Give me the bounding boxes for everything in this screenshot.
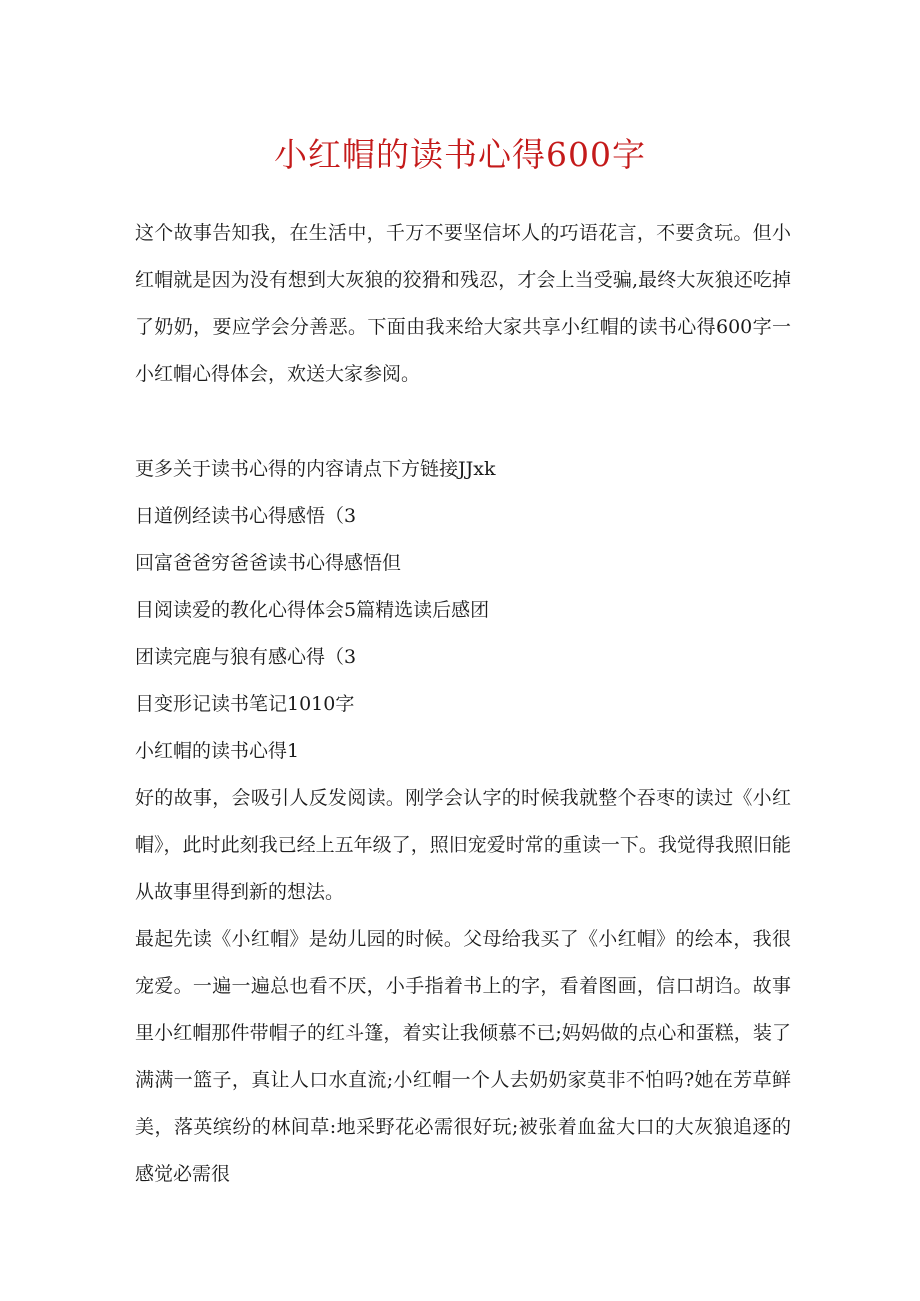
section-heading: 小红帽的读书心得1 — [135, 740, 300, 762]
related-links-heading: 更多关于读书心得的内容请点下方链接JJxk — [135, 458, 496, 480]
related-link[interactable]: 目阅读爱的教化心得体会5篇精选读后感团 — [135, 599, 490, 621]
related-link[interactable]: 回富爸爸穷爸爸读书心得感悟但 — [135, 552, 402, 574]
related-link[interactable]: 日道例经读书心得感悟（3 — [135, 505, 357, 527]
intro-paragraph: 这个故事告知我，在生活中，千万不要坚信坏人的巧语花言，不要贪玩。但小红帽就是因为没有想到大灰狼的狡猾和残忍，才会上当受骗,最终大灰狼还吃掉了奶奶，要应学会分善恶。下面由我来给大家共享小红帽的读书心得600字一小红帽心得体会，欢送大家参阅。 — [135, 222, 791, 385]
body-paragraph: 最起先读《小红帽》是幼儿园的时候。父母给我买了《小红帽》的绘本，我很宠爱。一遍一遍总也看不厌，小手指着书上的字，看着图画，信口胡诌。故事里小红帽那件带帽子的红斗篷，着实让我倾慕不已;妈妈做的点心和蛋糕，装了满满一篮子，真让人口水直流;小红帽一个人去奶奶家莫非不怕吗?她在芳草鲜美，落英缤纷的林间草:地采野花必需很好玩;被张着血盆大口的大灰狼追逐的感觉必需很 — [135, 928, 791, 1185]
related-links-list — [135, 446, 791, 728]
related-link[interactable]: 目变形记读书笔记1010字 — [135, 693, 355, 715]
document-title: 小红帽的读书心得600字 — [274, 135, 646, 174]
document-body — [135, 210, 791, 1198]
related-link[interactable]: 团读完鹿与狼有感心得（3 — [135, 646, 357, 668]
body-paragraph: 好的故事，会吸引人反发阅读。刚学会认字的时候我就整个吞枣的读过《小红帽》，此时此刻我已经上五年级了，照旧宠爱时常的重读一下。我觉得我照旧能从故事里得到新的想法。 — [135, 787, 791, 903]
